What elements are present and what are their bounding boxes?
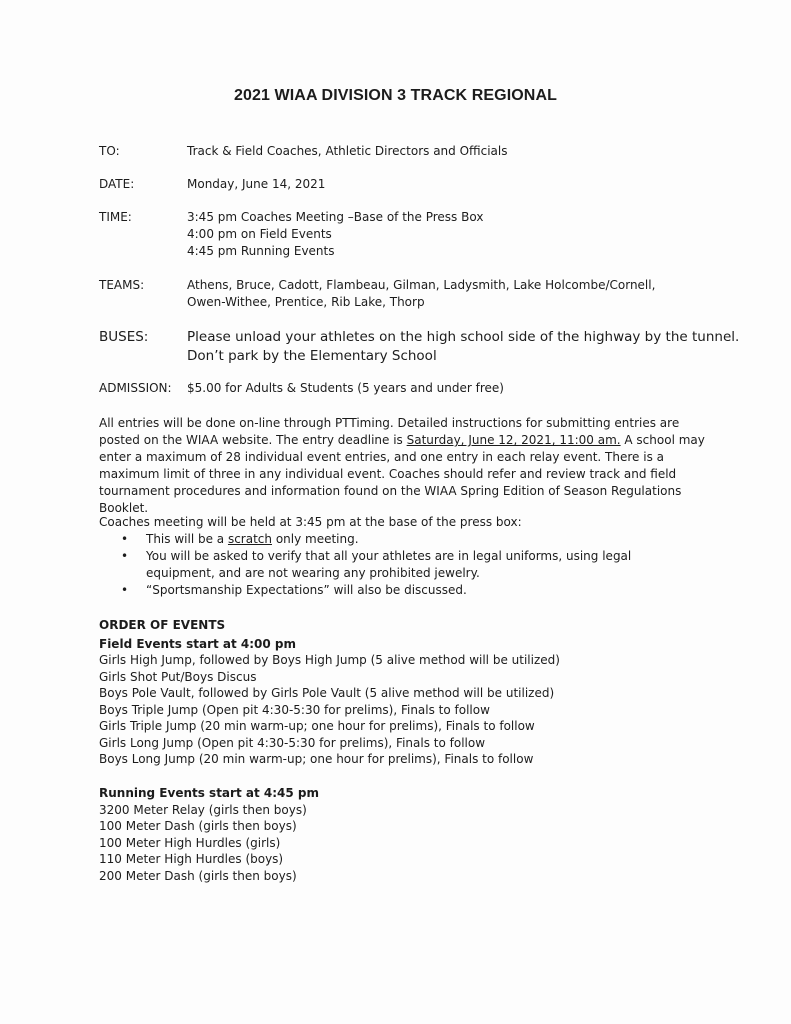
to-label: TO:	[99, 144, 120, 158]
time-value	[187, 209, 727, 260]
list-item: 110 Meter High Hurdles (boys)	[99, 852, 284, 866]
order-heading: ORDER OF EVENTS	[99, 618, 226, 632]
coaches-meeting-list	[99, 531, 699, 599]
entries-text-1: All entries will be done on-line through PTTiming. Detailed instructions for submitting entries are posted on the WIAA website. The entry deadline is	[99, 416, 680, 447]
date-value: Monday, June 14, 2021	[187, 177, 326, 191]
entry-deadline: Saturday, June 12, 2021, 11:00 am.	[406, 433, 621, 447]
admission-label: ADMISSION:	[99, 381, 172, 395]
list-item: Girls High Jump, followed by Boys High Jump (5 alive method will be utilized)	[99, 653, 560, 667]
time-line: 3:45 pm Coaches Meeting –Base of the Press Box	[187, 210, 484, 224]
teams-label: TEAMS:	[99, 278, 145, 292]
document-title: 2021 WIAA DIVISION 3 TRACK REGIONAL	[234, 87, 557, 104]
admission-value: $5.00 for Adults & Students (5 years and under free)	[187, 381, 504, 395]
teams-line: Athens, Bruce, Cadott, Flambeau, Gilman, Ladysmith, Lake Holcombe/Cornell,	[187, 278, 656, 292]
bullet-icon: •	[121, 532, 129, 546]
list-item: 100 Meter High Hurdles (girls)	[99, 835, 281, 850]
bullet-text: only meeting.	[272, 532, 359, 546]
date-label: DATE:	[99, 177, 135, 191]
coaches-meeting-intro: Coaches meeting will be held at 3:45 pm at the base of the press box:	[99, 515, 522, 529]
time-label: TIME:	[99, 210, 132, 224]
buses-value	[187, 328, 747, 366]
list-item	[99, 531, 699, 548]
time-line: 4:00 pm on Field Events	[187, 227, 332, 241]
entries-text-2: A school may enter a maximum of 28 individual event entries, and one entry in each relay event. There is a maximum limit of three in any individual event. Coaches should refer and review track and field tournament procedures and information found on the WIAA Spring Edition of Season Regulations Booklet.	[99, 433, 705, 515]
teams-line: Owen-Withee, Prentice, Rib Lake, Thorp	[187, 295, 425, 309]
field-events-heading: Field Events start at 4:00 pm	[99, 636, 297, 651]
list-item: Boys Triple Jump (Open pit 4:30-5:30 for prelims), Finals to follow	[99, 702, 490, 717]
list-item: Girls Shot Put/Boys Discus	[99, 669, 257, 684]
bullet-text: You will be asked to verify that all your athletes are in legal uniforms, using legal equipment, and are not wearing any prohibited jewelry.	[146, 549, 632, 580]
running-events	[99, 785, 659, 884]
time-line: 4:45 pm Running Events	[187, 244, 335, 258]
to-value: Track & Field Coaches, Athletic Directors and Officials	[187, 144, 508, 158]
buses-line: Don’t park by the Elementary School	[187, 348, 437, 364]
scratch-text: scratch	[227, 532, 272, 546]
order-of-events	[99, 617, 659, 768]
list-item	[99, 582, 699, 599]
list-item: Boys Pole Vault, followed by Girls Pole Vault (5 alive method will be utilized)	[99, 686, 555, 700]
list-item: 100 Meter Dash (girls then boys)	[99, 819, 297, 833]
bullet-icon: •	[121, 549, 129, 563]
buses-line: Please unload your athletes on the high school side of the highway by the tunnel.	[187, 329, 740, 345]
list-item	[99, 548, 694, 582]
list-item: Girls Long Jump (Open pit 4:30-5:30 for prelims), Finals to follow	[99, 735, 486, 750]
buses-label: BUSES:	[99, 329, 149, 345]
list-item: Girls Triple Jump (20 min warm-up; one hour for prelims), Finals to follow	[99, 719, 535, 733]
bullet-text: This will be a	[146, 532, 228, 546]
teams-value	[187, 277, 727, 311]
list-item: Boys Long Jump (20 min warm-up; one hour for prelims), Finals to follow	[99, 752, 534, 766]
bullet-text: “Sportsmanship Expectations” will also be discussed.	[146, 583, 467, 597]
list-item: 3200 Meter Relay (girls then boys)	[99, 802, 307, 817]
entries-paragraph	[99, 415, 705, 517]
bullet-icon: •	[121, 583, 129, 597]
list-item: 200 Meter Dash (girls then boys)	[99, 868, 297, 883]
running-events-heading: Running Events start at 4:45 pm	[99, 786, 319, 800]
